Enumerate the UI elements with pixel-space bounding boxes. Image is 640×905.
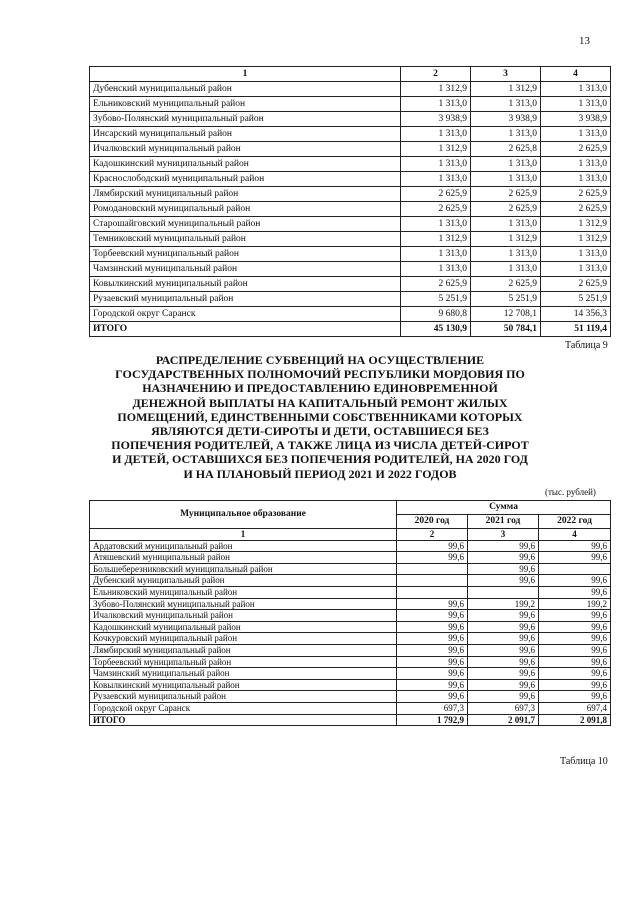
amount-cell: 1 313,0 (471, 157, 541, 172)
municipality-name: Ельниковский муниципальный район (90, 97, 401, 112)
table-row (90, 668, 611, 680)
total-value: 51 119,4 (541, 322, 611, 337)
table-row (90, 644, 611, 656)
amount-cell: 1 312,9 (471, 232, 541, 247)
table-row (90, 307, 611, 322)
amount-cell: 99,6 (539, 656, 611, 668)
amount-cell: 99,6 (397, 644, 468, 656)
table-row (90, 292, 611, 307)
amount-cell (539, 563, 611, 575)
column-header: 1 (90, 67, 401, 82)
amount-cell (397, 586, 468, 598)
table-row (90, 127, 611, 142)
amount-cell: 9 680,8 (401, 307, 471, 322)
table-continued (89, 66, 611, 337)
table-row (90, 679, 611, 691)
amount-cell: 1 313,0 (471, 172, 541, 187)
table-row (90, 621, 611, 633)
municipality-name: Зубово-Полянский муниципальный район (90, 112, 401, 127)
table-row (90, 172, 611, 187)
amount-cell: 99,6 (397, 598, 468, 610)
amount-cell: 1 313,0 (541, 247, 611, 262)
municipality-name: Ичалковский муниципальный район (90, 142, 401, 157)
amount-cell: 99,6 (468, 540, 539, 552)
amount-cell: 1 313,0 (401, 157, 471, 172)
column-number: 3 (468, 529, 539, 541)
amount-cell: 99,6 (539, 644, 611, 656)
table-row (90, 575, 611, 587)
municipality-name: Торбеевский муниципальный район (90, 247, 401, 262)
amount-cell: 2 625,9 (471, 277, 541, 292)
municipality-name: Дубенский муниципальный район (90, 575, 397, 587)
municipality-name: Старошайговский муниципальный район (90, 217, 401, 232)
amount-cell (468, 586, 539, 598)
total-value: 45 130,9 (401, 322, 471, 337)
amount-cell: 99,6 (397, 633, 468, 645)
amount-cell: 99,6 (397, 691, 468, 703)
column-number: 2 (397, 529, 468, 541)
amount-cell: 99,6 (468, 679, 539, 691)
table-row (90, 610, 611, 622)
municipality-name: Дубенский муниципальный район (90, 82, 401, 97)
column-header-year: 2022 год (539, 515, 611, 529)
amount-cell: 99,6 (539, 540, 611, 552)
total-value: 2 091,8 (539, 714, 611, 726)
total-value: 50 784,1 (471, 322, 541, 337)
table-row (90, 82, 611, 97)
total-label: ИТОГО (90, 322, 401, 337)
amount-cell: 2 625,9 (541, 277, 611, 292)
amount-cell: 99,6 (468, 621, 539, 633)
municipality-name: Инсарский муниципальный район (90, 127, 401, 142)
municipality-name: Ардатовский муниципальный район (90, 540, 397, 552)
amount-cell: 99,6 (468, 668, 539, 680)
municipality-name: Чамзинский муниципальный район (90, 262, 401, 277)
amount-cell: 99,6 (468, 610, 539, 622)
amount-cell: 1 313,0 (541, 82, 611, 97)
municipality-name: Ельниковский муниципальный район (90, 586, 397, 598)
amount-cell: 12 708,1 (471, 307, 541, 322)
amount-cell: 1 312,9 (401, 82, 471, 97)
amount-cell: 1 312,9 (471, 82, 541, 97)
total-value: 1 792,9 (397, 714, 468, 726)
column-header: 2 (401, 67, 471, 82)
table-row (90, 217, 611, 232)
table-row (90, 633, 611, 645)
column-number: 4 (539, 529, 611, 541)
amount-cell: 99,6 (397, 621, 468, 633)
amount-cell: 99,6 (468, 633, 539, 645)
municipality-name: Ромодановский муниципальный район (90, 202, 401, 217)
table-row (90, 232, 611, 247)
amount-cell: 99,6 (468, 552, 539, 564)
amount-cell: 2 625,9 (541, 187, 611, 202)
amount-cell: 2 625,9 (541, 142, 611, 157)
amount-cell: 99,6 (539, 610, 611, 622)
amount-cell: 99,6 (468, 575, 539, 587)
municipality-name: Ковылкинский муниципальный район (90, 679, 397, 691)
amount-cell: 99,6 (539, 552, 611, 564)
table-row (90, 247, 611, 262)
amount-cell: 697,3 (397, 702, 468, 714)
amount-cell: 1 312,9 (541, 217, 611, 232)
amount-cell: 199,2 (539, 598, 611, 610)
amount-cell: 697,3 (468, 702, 539, 714)
table-row (90, 656, 611, 668)
column-number: 1 (90, 529, 397, 541)
column-header-municipality: Муниципальное образование (90, 501, 397, 529)
amount-cell: 1 313,0 (471, 262, 541, 277)
amount-cell: 99,6 (397, 679, 468, 691)
column-header-year: 2020 год (397, 515, 468, 529)
amount-cell: 99,6 (468, 563, 539, 575)
amount-cell: 99,6 (539, 668, 611, 680)
municipality-name: Кадошкинский муниципальный район (90, 621, 397, 633)
municipality-name: Рузаевский муниципальный район (90, 292, 401, 307)
column-header-year: 2021 год (468, 515, 539, 529)
table-row (90, 97, 611, 112)
municipality-name: Ичалковский муниципальный район (90, 610, 397, 622)
amount-cell (397, 563, 468, 575)
amount-cell: 1 312,9 (541, 232, 611, 247)
municipality-name: Торбеевский муниципальный район (90, 656, 397, 668)
amount-cell: 1 313,0 (541, 262, 611, 277)
amount-cell: 2 625,9 (471, 202, 541, 217)
amount-cell: 1 313,0 (471, 127, 541, 142)
total-row (90, 714, 611, 726)
amount-cell: 2 625,9 (541, 202, 611, 217)
table-row (90, 702, 611, 714)
amount-cell: 697,4 (539, 702, 611, 714)
table-row (90, 112, 611, 127)
amount-cell: 5 251,9 (541, 292, 611, 307)
amount-cell: 1 313,0 (401, 262, 471, 277)
amount-cell: 3 938,9 (471, 112, 541, 127)
amount-cell: 199,2 (468, 598, 539, 610)
amount-cell: 1 313,0 (471, 217, 541, 232)
municipality-name: Городской округ Саранск (90, 307, 401, 322)
amount-cell (397, 575, 468, 587)
amount-cell: 99,6 (397, 610, 468, 622)
page-number: 13 (579, 35, 590, 47)
amount-cell: 1 313,0 (401, 217, 471, 232)
amount-cell: 5 251,9 (401, 292, 471, 307)
table-row (90, 202, 611, 217)
municipality-name: Лямбирский муниципальный район (90, 644, 397, 656)
amount-cell: 1 313,0 (541, 127, 611, 142)
amount-cell: 3 938,9 (401, 112, 471, 127)
amount-cell: 14 356,3 (541, 307, 611, 322)
table-row (90, 552, 611, 564)
amount-cell: 1 313,0 (401, 127, 471, 142)
total-value: 2 091,7 (468, 714, 539, 726)
amount-cell: 99,6 (539, 679, 611, 691)
section-heading: РАСПРЕДЕЛЕНИЕ СУБВЕНЦИЙ НА ОСУЩЕСТВЛЕНИЕ ГОСУДАРСТВЕННЫХ ПОЛНОМОЧИЙ РЕСПУБЛИКИ МОРДОВИЯ ПО НАЗНАЧЕНИЮ И ПРЕДОСТАВЛЕНИЮ ЕДИНОВРЕМЕННОЙ ДЕНЕЖНОЙ ВЫПЛАТЫ НА КАПИТАЛЬНЫЙ РЕМОНТ ЖИЛЫХ ПОМЕЩЕНИЙ, ЕДИНСТВЕННЫМИ СОБСТВЕННИКАМИ КОТОРЫХ ЯВЛЯЮТСЯ ДЕТИ-СИРОТЫ И ДЕТИ, ОСТАВШИЕСЯ БЕЗ ПОПЕЧЕНИЯ РОДИТЕЛЕЙ, А ТАКЖЕ ЛИЦА ИЗ ЧИСЛА ДЕТЕЙ-СИРОТ И ДЕТЕЙ, ОСТАВШИХСЯ БЕЗ ПОПЕЧЕНИЯ РОДИТЕЛЕЙ, НА 2020 ГОД И НА ПЛАНОВЫЙ ПЕРИОД 2021 И 2022 ГОДОВ (111, 353, 529, 481)
column-header: 3 (471, 67, 541, 82)
amount-cell: 99,6 (539, 621, 611, 633)
table-row (90, 187, 611, 202)
amount-cell: 1 313,0 (541, 157, 611, 172)
amount-cell: 99,6 (397, 656, 468, 668)
amount-cell: 99,6 (397, 668, 468, 680)
amount-cell: 3 938,9 (541, 112, 611, 127)
amount-cell: 1 313,0 (541, 97, 611, 112)
amount-cell: 99,6 (468, 691, 539, 703)
municipality-name: Чамзинский муниципальный район (90, 668, 397, 680)
municipality-name: Лямбирский муниципальный район (90, 187, 401, 202)
amount-cell: 1 313,0 (401, 97, 471, 112)
amount-cell: 99,6 (397, 552, 468, 564)
column-header: 4 (541, 67, 611, 82)
amount-cell: 99,6 (539, 575, 611, 587)
amount-cell: 99,6 (539, 691, 611, 703)
table-row (90, 540, 611, 552)
table-row (90, 262, 611, 277)
municipality-name: Зубово-Полянский муниципальный район (90, 598, 397, 610)
distribution-table (89, 500, 611, 726)
municipality-name: Темниковский муниципальный район (90, 232, 401, 247)
amount-cell: 99,6 (468, 644, 539, 656)
amount-cell: 2 625,9 (471, 187, 541, 202)
amount-cell: 1 313,0 (401, 247, 471, 262)
amount-cell: 99,6 (397, 540, 468, 552)
amount-cell: 1 312,9 (401, 142, 471, 157)
amount-cell: 1 313,0 (541, 172, 611, 187)
amount-cell: 99,6 (468, 656, 539, 668)
table-row (90, 691, 611, 703)
amount-cell: 99,6 (539, 586, 611, 598)
table-row (90, 142, 611, 157)
municipality-name: Большеберезниковский муниципальный район (90, 563, 397, 575)
table-row (90, 277, 611, 292)
column-header-sum: Сумма (397, 501, 611, 515)
total-row (90, 322, 611, 337)
table-caption: Таблица 9 (565, 340, 608, 351)
municipality-name: Кадошкинский муниципальный район (90, 157, 401, 172)
units-label: (тыс. рублей) (545, 487, 596, 497)
municipality-name: Рузаевский муниципальный район (90, 691, 397, 703)
total-label: ИТОГО (90, 714, 397, 726)
table-row (90, 157, 611, 172)
table-row (90, 598, 611, 610)
amount-cell: 2 625,8 (471, 142, 541, 157)
municipality-name: Краснослободский муниципальный район (90, 172, 401, 187)
municipality-name: Атяшевский муниципальный район (90, 552, 397, 564)
amount-cell: 1 313,0 (471, 247, 541, 262)
municipality-name: Кочкуровский муниципальный район (90, 633, 397, 645)
amount-cell: 2 625,9 (401, 202, 471, 217)
municipality-name: Городской округ Саранск (90, 702, 397, 714)
amount-cell: 99,6 (539, 633, 611, 645)
amount-cell: 1 313,0 (471, 97, 541, 112)
table-row (90, 586, 611, 598)
amount-cell: 5 251,9 (471, 292, 541, 307)
amount-cell: 1 313,0 (401, 172, 471, 187)
table-caption: Таблица 10 (560, 756, 608, 767)
amount-cell: 2 625,9 (401, 277, 471, 292)
amount-cell: 2 625,9 (401, 187, 471, 202)
municipality-name: Ковылкинский муниципальный район (90, 277, 401, 292)
table-row (90, 563, 611, 575)
amount-cell: 1 312,9 (401, 232, 471, 247)
